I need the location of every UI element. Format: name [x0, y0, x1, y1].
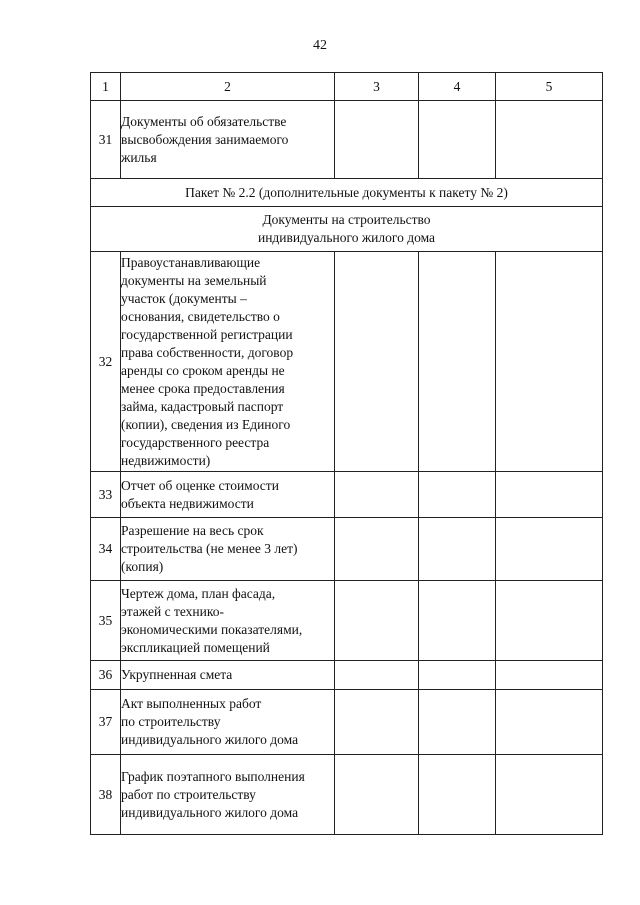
document-name-text: Чертеж дома, план фасада, этажей с технико- экономическими показателями, экспликацией помещений [121, 585, 303, 655]
section-package-title: Пакет № 2.2 (дополнительные документы к пакету № 2) [91, 179, 603, 207]
table-row [91, 661, 603, 690]
table-row [91, 252, 603, 472]
page-number: 42 [313, 38, 327, 53]
empty-cell [419, 661, 496, 690]
document-name-text: Документы об обязательстве высвобождения занимаемого жилья [121, 113, 289, 165]
empty-cell [496, 755, 603, 835]
document-name [121, 252, 335, 472]
row-number: 32 [91, 252, 121, 472]
document-name [121, 472, 335, 518]
document-name [121, 755, 335, 835]
empty-cell [496, 661, 603, 690]
empty-cell [496, 472, 603, 518]
document-name [121, 690, 335, 755]
empty-cell [496, 252, 603, 472]
empty-cell [496, 690, 603, 755]
section-row [91, 179, 603, 207]
row-number: 35 [91, 581, 121, 661]
empty-cell [335, 472, 419, 518]
column-header: 3 [335, 73, 419, 101]
document-name [121, 101, 335, 179]
row-number: 33 [91, 472, 121, 518]
table-row [91, 581, 603, 661]
empty-cell [335, 690, 419, 755]
empty-cell [419, 252, 496, 472]
table-row [91, 472, 603, 518]
empty-cell [496, 518, 603, 581]
documents-table [90, 72, 603, 835]
empty-cell [496, 581, 603, 661]
empty-cell [335, 755, 419, 835]
document-name-text: Разрешение на весь срок строительства (не менее 3 лет) (копия) [121, 523, 298, 574]
empty-cell [496, 101, 603, 179]
table-header-row [91, 73, 603, 101]
empty-cell [335, 518, 419, 581]
document-name [121, 581, 335, 661]
table-row [91, 755, 603, 835]
empty-cell [419, 472, 496, 518]
row-number: 34 [91, 518, 121, 581]
section-house-title [91, 207, 603, 252]
document-name [121, 518, 335, 581]
empty-cell [419, 518, 496, 581]
document-name-text: Акт выполненных работ по строительству индивидуального жилого дома [121, 696, 299, 747]
document-name-text: Укрупненная смета [121, 667, 233, 682]
empty-cell [419, 101, 496, 179]
row-number: 36 [91, 661, 121, 690]
section-row [91, 207, 603, 252]
row-number: 38 [91, 755, 121, 835]
row-number: 37 [91, 690, 121, 755]
empty-cell [419, 690, 496, 755]
document-name-text: Отчет об оценке стоимости объекта недвижимости [121, 477, 279, 511]
row-number: 31 [91, 101, 121, 179]
document-name-text: Правоустанавливающие документы на земельный участок (документы – основания, свидетельство о государственной регистрации права собственности, договор аренды со сроком аренды не менее срока предоставления займа, кадастровый паспорт (копии), сведения из Единого государственного реестра недвижимости) [121, 254, 294, 468]
document-name [121, 661, 335, 690]
column-header: 4 [419, 73, 496, 101]
table-row [91, 518, 603, 581]
column-header: 1 [91, 73, 121, 101]
document-name-text: График поэтапного выполнения работ по строительству индивидуального жилого дома [121, 768, 305, 820]
column-header: 5 [496, 73, 603, 101]
table-row [91, 101, 603, 179]
empty-cell [335, 252, 419, 472]
empty-cell [335, 581, 419, 661]
empty-cell [419, 581, 496, 661]
empty-cell [419, 755, 496, 835]
section-house-text: Документы на строительство индивидуального жилого дома [257, 212, 436, 245]
empty-cell [335, 101, 419, 179]
column-header: 2 [121, 73, 335, 101]
table-row [91, 690, 603, 755]
empty-cell [335, 661, 419, 690]
